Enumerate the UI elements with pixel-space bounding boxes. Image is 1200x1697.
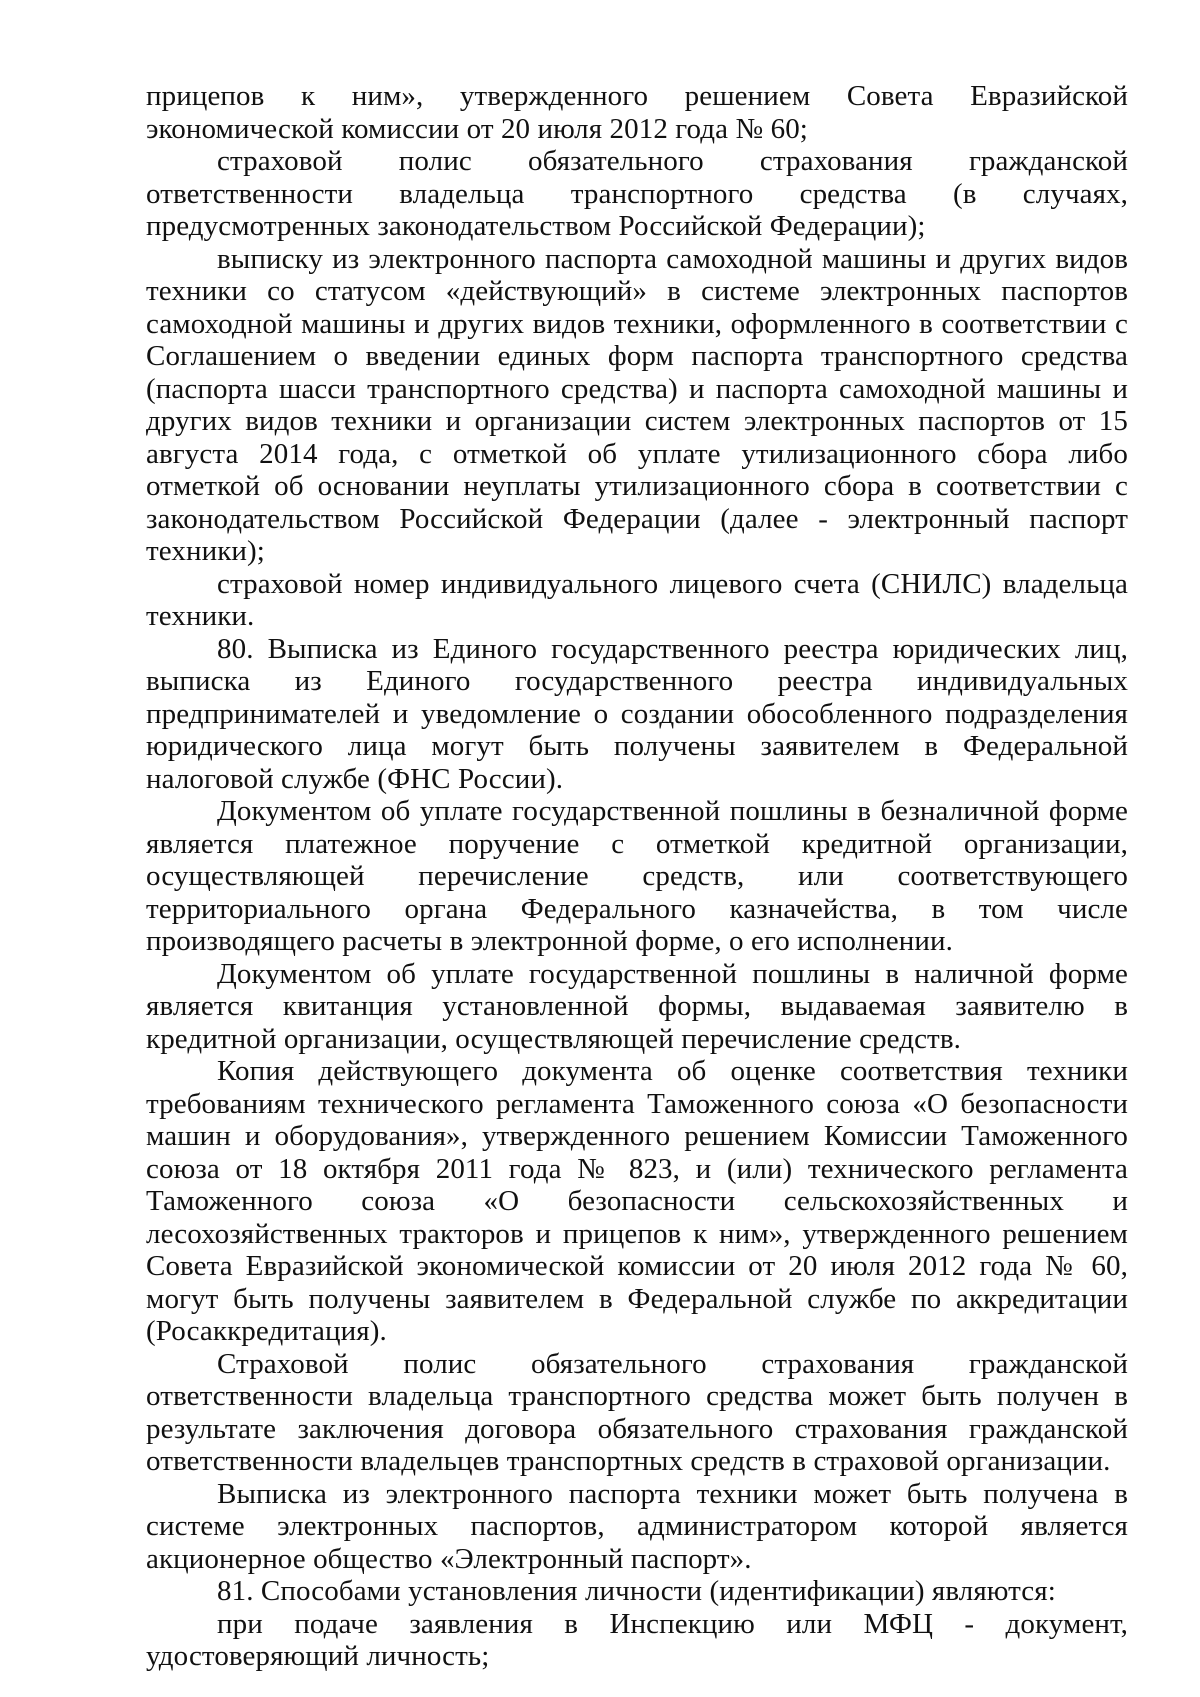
paragraph-conformity-copy: Копия действующего документа об оценке соответствия техники требованиям технического регламента Таможенного союза «О безопасности машин и оборудования», утвержденного решением Комиссии Таможенного союза от 18 октября 2011 года № 823, и (или) технического регламента Таможенного союза «О безопасности сельскохозяйственных и лесохозяйственных тракторов и прицепов к ним», утвержденного решением Совета Евразийской экономической комиссии от 20 июля 2012 года № 60, могут быть получены заявителем в Федеральной службе по аккредитации (Росаккредитация).: [146, 1055, 1128, 1347]
paragraph-snils: страховой номер индивидуального лицевого счета (СНИЛС) владельца техники.: [146, 567, 1128, 632]
paragraph-cashless-payment: Документом об уплате государственной пошлины в безналичной форме является платежное поручение с отметкой кредитной организации, осуществляющей перечисление средств, или соответствующего территориального органа Федерального казначейства, в том числе производящего расчеты в электронной форме, о его исполнении.: [146, 795, 1128, 957]
paragraph-cash-payment: Документом об уплате государственной пошлины в наличной форме является квитанция установленной формы, выдаваемая заявителю в кредитной организации, осуществляющей перечисление средств.: [146, 957, 1128, 1055]
paragraph-insurance-contract: Страховой полис обязательного страхования гражданской ответственности владельца транспортного средства может быть получен в результате заключения договора обязательного страхования гражданской ответственности владельцев транспортных средств в страховой организации.: [146, 1347, 1128, 1477]
paragraph-insurance-policy: страховой полис обязательного страхования гражданской ответственности владельца транспортного средства (в случаях, предусмотренных законодательством Российской Федерации);: [146, 145, 1128, 242]
paragraph-item-80: 80. Выписка из Единого государственного реестра юридических лиц, выписка из Единого государственного реестра индивидуальных предпринимателей и уведомление о создании обособленного подразделения юридического лица могут быть получены заявителем в Федеральной налоговой службе (ФНС России).: [146, 632, 1128, 795]
document-page: [146, 80, 1128, 1673]
paragraph-passport-system: Выписка из электронного паспорта техники может быть получена в системе электронных паспортов, администратором которой является акционерное общество «Электронный паспорт».: [146, 1477, 1128, 1575]
paragraph-continuation: прицепов к ним», утвержденного решением Совета Евразийской экономической комиссии от 20 июля 2012 года № 60;: [146, 80, 1128, 145]
paragraph-item-81: 81. Способами установления личности (идентификации) являются:: [217, 1575, 1056, 1607]
paragraph-identity-document: при подаче заявления в Инспекцию или МФЦ - документ, удостоверяющий личность;: [146, 1607, 1128, 1672]
paragraph-electronic-passport-extract: выписку из электронного паспорта самоходной машины и других видов техники со статусом «действующий» в системе электронных паспортов самоходной машины и других видов техники, оформленного в соответствии с Соглашением о введении единых форм паспорта транспортного средства (паспорта шасси транспортного средства) и паспорта самоходной машины и других видов техники и организации систем электронных паспортов от 15 августа 2014 года, с отметкой об уплате утилизационного сбора либо отметкой об основании неуплаты утилизационного сбора в соответствии с законодательством Российской Федерации (далее - электронный паспорт техники);: [146, 242, 1128, 567]
